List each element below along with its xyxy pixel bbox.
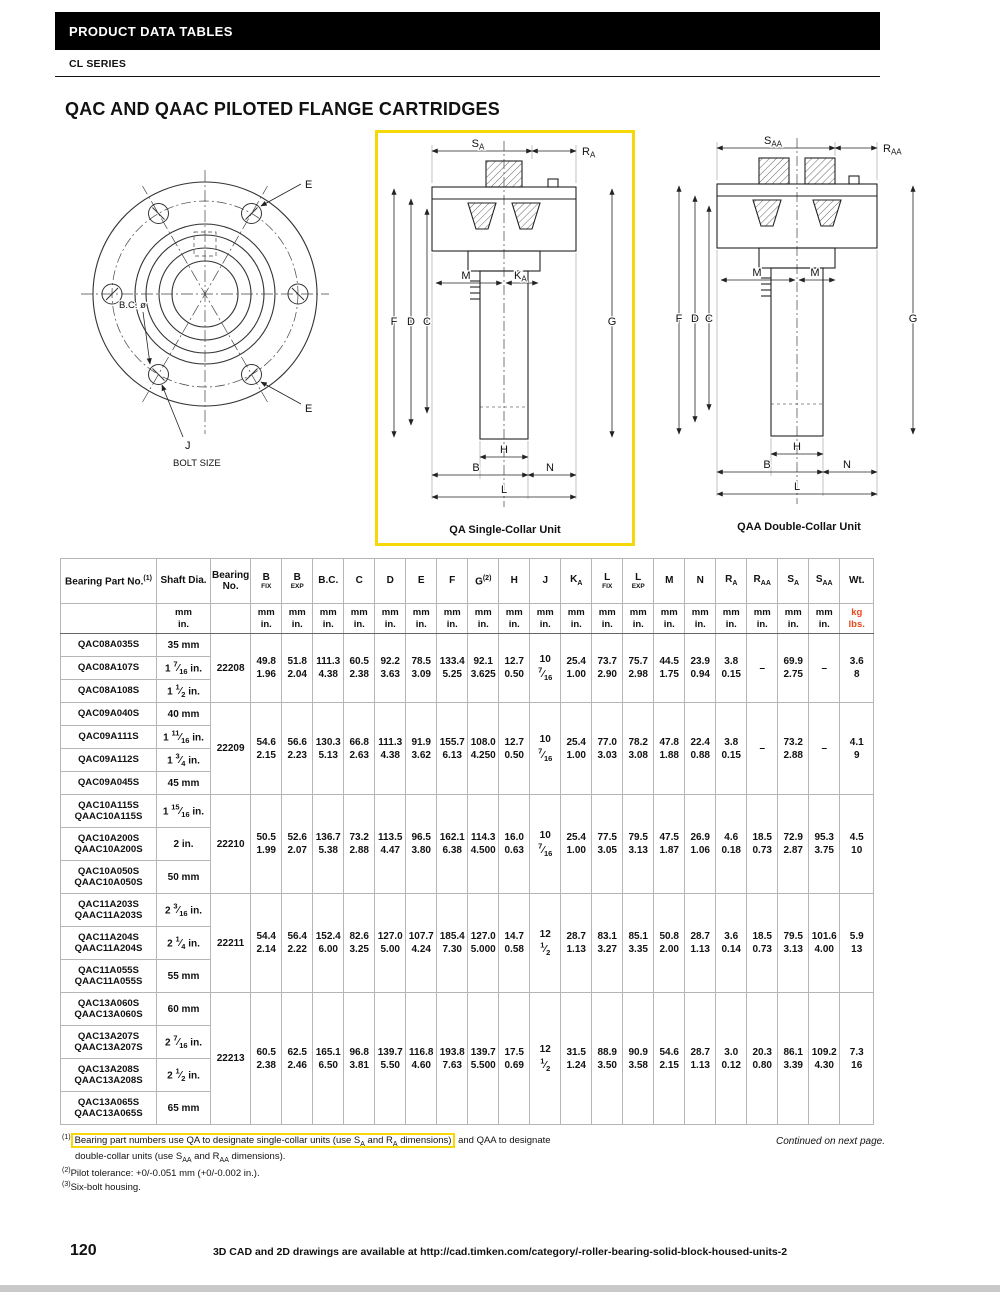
units-cell [211, 604, 251, 634]
part-number-cell: QAC08A108S [61, 680, 157, 703]
dim-value-cell: 25.4 1.00 [561, 634, 592, 703]
dim-value-cell: 75.7 2.98 [623, 634, 654, 703]
dim-label-g: G [908, 313, 918, 325]
dim-value-cell: 101.6 4.00 [809, 894, 840, 993]
dim-value-cell: 73.2 2.88 [778, 703, 809, 795]
units-cell: mm in. [716, 604, 747, 634]
dim-label-e-bottom: E [305, 403, 313, 415]
dim-label-l: L [793, 481, 801, 493]
col-header-n: N [685, 559, 716, 604]
dim-value-cell: 152.4 6.00 [313, 894, 344, 993]
dim-value-cell: 4.5 10 [840, 795, 874, 894]
part-number-cell: QAC09A111S [61, 726, 157, 749]
units-row [61, 604, 874, 634]
footnote: $^{(3)}$Six-bolt housing. [62, 1180, 141, 1194]
column-header-row [61, 559, 874, 604]
shaft-dia-cell: 2 $^1⁄_4$ in. [157, 927, 211, 960]
col-header-b: B FIX [251, 559, 282, 604]
dim-label-m2: M [810, 267, 820, 279]
spec-table-wrap [60, 558, 1000, 1125]
dim-value-cell: – [747, 703, 778, 795]
units-cell: mm in. [623, 604, 654, 634]
dim-value-cell: 78.5 3.09 [406, 634, 437, 703]
dim-value-cell: 165.1 6.50 [313, 993, 344, 1125]
dim-value-cell: 69.9 2.75 [778, 634, 809, 703]
dim-value-cell: 73.7 2.90 [592, 634, 623, 703]
dim-value-cell: 127.0 5.000 [468, 894, 499, 993]
col-header-l: L EXP [623, 559, 654, 604]
dim-label-n: N [843, 459, 851, 471]
dim-value-cell: 17.5 0.69 [499, 993, 530, 1125]
page-edge [0, 1285, 1000, 1292]
dim-value-cell: 3.6 0.14 [716, 894, 747, 993]
dim-value-cell: 4.1 9 [840, 703, 874, 795]
dim-value-cell: 107.7 4.24 [406, 894, 437, 993]
col-header-b-c-: B.C. [313, 559, 344, 604]
dim-label-b: B [763, 459, 771, 471]
dim-value-cell: 114.3 4.500 [468, 795, 499, 894]
dim-value-cell: – [809, 703, 840, 795]
shaft-dia-cell: 55 mm [157, 960, 211, 993]
dim-value-cell: 113.5 4.47 [375, 795, 406, 894]
units-cell: mm in. [592, 604, 623, 634]
dim-value-cell: 96.5 3.80 [406, 795, 437, 894]
dim-value-cell: 25.4 1.00 [561, 703, 592, 795]
front-view-drawing [55, 136, 365, 504]
units-cell: mm in. [530, 604, 561, 634]
shaft-dia-cell: 1 $^1⁄_2$ in. [157, 680, 211, 703]
dim-value-cell: 31.5 1.24 [561, 993, 592, 1125]
dim-value-cell: 72.9 2.87 [778, 795, 809, 894]
col-header-r: $R_{AA}$ [747, 559, 778, 604]
dim-value-cell: 50.5 1.99 [251, 795, 282, 894]
part-number-cell: QAC13A060S QAAC13A060S [61, 993, 157, 1026]
table-row [61, 634, 874, 657]
part-number-cell: QAC09A045S [61, 772, 157, 795]
part-number-cell: QAC10A050S QAAC10A050S [61, 861, 157, 894]
units-cell: mm in. [313, 604, 344, 634]
dim-value-cell: 23.9 0.94 [685, 634, 716, 703]
col-header-shaft-dia-: Shaft Dia. [157, 559, 211, 604]
dim-value-cell: 18.5 0.73 [747, 894, 778, 993]
dim-label-h: H [793, 441, 801, 453]
series-label: CL SERIES [55, 50, 880, 77]
table-row [61, 894, 874, 927]
qaa-section-drawing [647, 132, 947, 508]
dim-value-cell: 3.0 0.12 [716, 993, 747, 1125]
part-number-cell: QAC10A200S QAAC10A200S [61, 828, 157, 861]
dim-value-cell: 77.0 3.03 [592, 703, 623, 795]
shaft-dia-cell: 2 in. [157, 828, 211, 861]
qa-caption: QA Single-Collar Unit [449, 524, 561, 536]
dim-value-cell: 56.4 2.22 [282, 894, 313, 993]
bearing-no-cell: 22208 [211, 634, 251, 703]
dim-value-cell: 193.8 7.63 [437, 993, 468, 1125]
dim-value-cell: 77.5 3.05 [592, 795, 623, 894]
shaft-dia-cell: 50 mm [157, 861, 211, 894]
dim-value-cell: 82.6 3.25 [344, 894, 375, 993]
units-cell: mm in. [654, 604, 685, 634]
shaft-dia-cell: 2 $^3⁄_{16}$ in. [157, 894, 211, 927]
shaft-dia-cell: 35 mm [157, 634, 211, 657]
dim-value-cell: 44.5 1.75 [654, 634, 685, 703]
dim-label-b: B [472, 462, 480, 474]
table-row [61, 703, 874, 726]
col-header-l: L FIX [592, 559, 623, 604]
dim-value-cell: 92.2 3.63 [375, 634, 406, 703]
dim-value-cell: 28.7 1.13 [685, 894, 716, 993]
dim-value-cell: 50.8 2.00 [654, 894, 685, 993]
dim-value-cell: 88.9 3.50 [592, 993, 623, 1125]
dim-label-d: D [407, 316, 415, 328]
bearing-no-cell: 22209 [211, 703, 251, 795]
footnote: $^{(2)}$Pilot tolerance: +0/-0.051 mm (+0/-0.002 in.). [62, 1166, 260, 1179]
col-header-j: J [530, 559, 561, 604]
dim-value-cell: 26.9 1.06 [685, 795, 716, 894]
qa-section-drawing [380, 135, 626, 511]
dim-label-m1: M [752, 267, 762, 279]
dim-label-n: N [546, 462, 554, 474]
part-number-cell: QAC13A208S QAAC13A208S [61, 1059, 157, 1092]
col-header-r: $R_A$ [716, 559, 747, 604]
units-cell: mm in. [157, 604, 211, 634]
dim-value-cell: 111.3 4.38 [313, 634, 344, 703]
table-row [61, 993, 874, 1026]
units-cell: mm in. [375, 604, 406, 634]
dim-value-cell: 10 $^7⁄_{16}$ [530, 703, 561, 795]
part-number-cell: QAC10A115S QAAC10A115S [61, 795, 157, 828]
dim-value-cell: 90.9 3.58 [623, 993, 654, 1125]
dim-value-cell: 79.5 3.13 [623, 795, 654, 894]
dim-label-f: F [675, 313, 683, 325]
col-header-bearing-part-no-: Bearing Part No.$^{(1)}$ [61, 559, 157, 604]
units-cell: mm in. [468, 604, 499, 634]
table-row [61, 795, 874, 828]
units-cell: mm in. [499, 604, 530, 634]
dim-value-cell: 92.1 3.625 [468, 634, 499, 703]
part-number-cell: QAC09A040S [61, 703, 157, 726]
dim-value-cell: 28.7 1.13 [561, 894, 592, 993]
dim-value-cell: 127.0 5.00 [375, 894, 406, 993]
dim-label-f: F [390, 316, 398, 328]
bolt-circle-label: B.C. ø [119, 300, 146, 311]
col-header-s: $S_{AA}$ [809, 559, 840, 604]
qaa-double-collar-figure [647, 130, 951, 540]
dim-label-c: C [423, 316, 431, 328]
dim-value-cell: 116.8 4.60 [406, 993, 437, 1125]
dim-value-cell: 130.3 5.13 [313, 703, 344, 795]
dim-value-cell: 60.5 2.38 [344, 634, 375, 703]
dim-value-cell: 136.7 5.38 [313, 795, 344, 894]
units-cell: mm in. [437, 604, 468, 634]
col-header-f: F [437, 559, 468, 604]
units-cell: mm in. [747, 604, 778, 634]
dim-value-cell: 79.5 3.13 [778, 894, 809, 993]
col-header-wt-: Wt. [840, 559, 874, 604]
dim-value-cell: 5.9 13 [840, 894, 874, 993]
dim-value-cell: 10 $^7⁄_{16}$ [530, 634, 561, 703]
col-header-h: H [499, 559, 530, 604]
footnotes [62, 1133, 885, 1194]
dim-value-cell: 52.6 2.07 [282, 795, 313, 894]
dim-label-saa: $S_{AA}$ [763, 135, 783, 149]
col-header-b: B EXP [282, 559, 313, 604]
dim-value-cell: 20.3 0.80 [747, 993, 778, 1125]
dim-label-c: C [705, 313, 713, 325]
units-cell [61, 604, 157, 634]
col-header-m: M [654, 559, 685, 604]
qa-single-collar-figure [375, 130, 635, 546]
continued-note: Continued on next page. [776, 1136, 885, 1147]
bearing-no-cell: 22210 [211, 795, 251, 894]
dim-value-cell: 14.7 0.58 [499, 894, 530, 993]
dim-value-cell: 54.6 2.15 [251, 703, 282, 795]
dim-value-cell: 96.8 3.81 [344, 993, 375, 1125]
dim-value-cell: 111.3 4.38 [375, 703, 406, 795]
cad-url-note: 3D CAD and 2D drawings are available at http://cad.timken.com/category/-roller-bearing-solid-block-housed-units-2 [212, 1246, 788, 1258]
dim-value-cell: 16.0 0.63 [499, 795, 530, 894]
footnote: $^{(1)}$ Bearing part numbers use QA to designate single-collar units (use $S_A$ and $R_A$ dimensions) and QAA to designate double-collar units (use $S_{AA}$ and $R_{AA}$ dimensions). [62, 1134, 551, 1164]
dim-value-cell: 54.6 2.15 [654, 993, 685, 1125]
dim-value-cell: 25.4 1.00 [561, 795, 592, 894]
page-title: QAC AND QAAC PILOTED FLANGE CARTRIDGES [65, 99, 500, 119]
units-cell: mm in. [282, 604, 313, 634]
dim-value-cell: 73.2 2.88 [344, 795, 375, 894]
dim-label-raa: $R_{AA}$ [883, 143, 902, 157]
dim-value-cell: 49.8 1.96 [251, 634, 282, 703]
shaft-dia-cell: 2 $^1⁄_2$ in. [157, 1059, 211, 1092]
dim-label-h: H [500, 444, 508, 456]
qaa-caption: QAA Double-Collar Unit [737, 521, 861, 533]
dim-value-cell: 7.3 16 [840, 993, 874, 1125]
section-banner: PRODUCT DATA TABLES [55, 12, 880, 50]
dim-label-m: M [461, 270, 471, 282]
part-number-cell: QAC09A112S [61, 749, 157, 772]
bearing-no-cell: 22211 [211, 894, 251, 993]
dim-label-j: J [185, 440, 191, 452]
dim-label-g: G [607, 316, 617, 328]
units-cell: kg lbs. [840, 604, 874, 634]
part-number-cell: QAC08A035S [61, 634, 157, 657]
bearing-no-cell: 22213 [211, 993, 251, 1125]
dim-label-l: L [500, 484, 508, 496]
masthead [55, 12, 880, 77]
dim-value-cell: 47.8 1.88 [654, 703, 685, 795]
dim-value-cell: 10 $^7⁄_{16}$ [530, 795, 561, 894]
shaft-dia-cell: 1 $^{11}⁄_{16}$ in. [157, 726, 211, 749]
dim-value-cell: 91.9 3.62 [406, 703, 437, 795]
part-number-cell: QAC13A207S QAAC13A207S [61, 1026, 157, 1059]
dim-value-cell: 108.0 4.250 [468, 703, 499, 795]
dim-value-cell: 60.5 2.38 [251, 993, 282, 1125]
shaft-dia-cell: 1 $^7⁄_{16}$ in. [157, 657, 211, 680]
dim-value-cell: – [809, 634, 840, 703]
part-number-cell: QAC08A107S [61, 657, 157, 680]
col-header-k: $K_A$ [561, 559, 592, 604]
units-cell: mm in. [809, 604, 840, 634]
dim-value-cell: 18.5 0.73 [747, 795, 778, 894]
shaft-dia-cell: 1 $^3⁄_4$ in. [157, 749, 211, 772]
dim-value-cell: 22.4 0.88 [685, 703, 716, 795]
page-number: 120 [70, 1242, 97, 1259]
dim-value-cell: 155.7 6.13 [437, 703, 468, 795]
dim-value-cell: 78.2 3.08 [623, 703, 654, 795]
dim-value-cell: 66.8 2.63 [344, 703, 375, 795]
dim-value-cell: 95.3 3.75 [809, 795, 840, 894]
units-cell: mm in. [344, 604, 375, 634]
shaft-dia-cell: 60 mm [157, 993, 211, 1026]
shaft-dia-cell: 2 $^7⁄_{16}$ in. [157, 1026, 211, 1059]
shaft-dia-cell: 40 mm [157, 703, 211, 726]
figures [55, 130, 955, 544]
dim-value-cell: 3.8 0.15 [716, 703, 747, 795]
dim-label-d: D [691, 313, 699, 325]
dim-value-cell: 139.7 5.50 [375, 993, 406, 1125]
part-number-cell: QAC13A065S QAAC13A065S [61, 1092, 157, 1125]
dim-value-cell: 83.1 3.27 [592, 894, 623, 993]
dim-label-ka: $K_A$ [514, 270, 527, 284]
dim-value-cell: 51.8 2.04 [282, 634, 313, 703]
col-header-e: E [406, 559, 437, 604]
dim-value-cell: 109.2 4.30 [809, 993, 840, 1125]
part-number-cell: QAC11A203S QAAC11A203S [61, 894, 157, 927]
dim-value-cell: 162.1 6.38 [437, 795, 468, 894]
dim-value-cell: 133.4 5.25 [437, 634, 468, 703]
units-cell: mm in. [778, 604, 809, 634]
shaft-dia-cell: 1 $^{15}⁄_{16}$ in. [157, 795, 211, 828]
part-number-cell: QAC11A055S QAAC11A055S [61, 960, 157, 993]
col-header-d: D [375, 559, 406, 604]
dim-value-cell: 86.1 3.39 [778, 993, 809, 1125]
dim-value-cell: 62.5 2.46 [282, 993, 313, 1125]
dim-label-ra: $R_A$ [582, 146, 596, 160]
dim-value-cell: 85.1 3.35 [623, 894, 654, 993]
dim-value-cell: 12 $^1⁄_2$ [530, 993, 561, 1125]
part-number-cell: QAC11A204S QAAC11A204S [61, 927, 157, 960]
dim-value-cell: 54.4 2.14 [251, 894, 282, 993]
units-cell: mm in. [251, 604, 282, 634]
dim-value-cell: 47.5 1.87 [654, 795, 685, 894]
units-cell: mm in. [561, 604, 592, 634]
col-header-c: C [344, 559, 375, 604]
col-header-s: $S_A$ [778, 559, 809, 604]
units-cell: mm in. [685, 604, 716, 634]
dim-value-cell: 185.4 7.30 [437, 894, 468, 993]
col-header-g: $G^{(2)}$ [468, 559, 499, 604]
dim-label-sa: $S_A$ [471, 138, 485, 152]
dim-label-e-top: E [305, 179, 313, 191]
spec-table [60, 558, 874, 1125]
front-view-figure [55, 136, 365, 509]
shaft-dia-cell: 45 mm [157, 772, 211, 795]
dim-value-cell: 3.8 0.15 [716, 634, 747, 703]
shaft-dia-cell: 65 mm [157, 1092, 211, 1125]
dim-value-cell: 56.6 2.23 [282, 703, 313, 795]
dim-value-cell: 12.7 0.50 [499, 703, 530, 795]
units-cell: mm in. [406, 604, 437, 634]
dim-value-cell: 139.7 5.500 [468, 993, 499, 1125]
dim-value-cell: 12 $^1⁄_2$ [530, 894, 561, 993]
dim-value-cell: 3.6 8 [840, 634, 874, 703]
dim-value-cell: 28.7 1.13 [685, 993, 716, 1125]
bolt-size-label: BOLT SIZE [173, 458, 221, 469]
dim-value-cell: – [747, 634, 778, 703]
dim-value-cell: 4.6 0.18 [716, 795, 747, 894]
dim-value-cell: 12.7 0.50 [499, 634, 530, 703]
col-header-bearing-no-: Bearing No. [211, 559, 251, 604]
